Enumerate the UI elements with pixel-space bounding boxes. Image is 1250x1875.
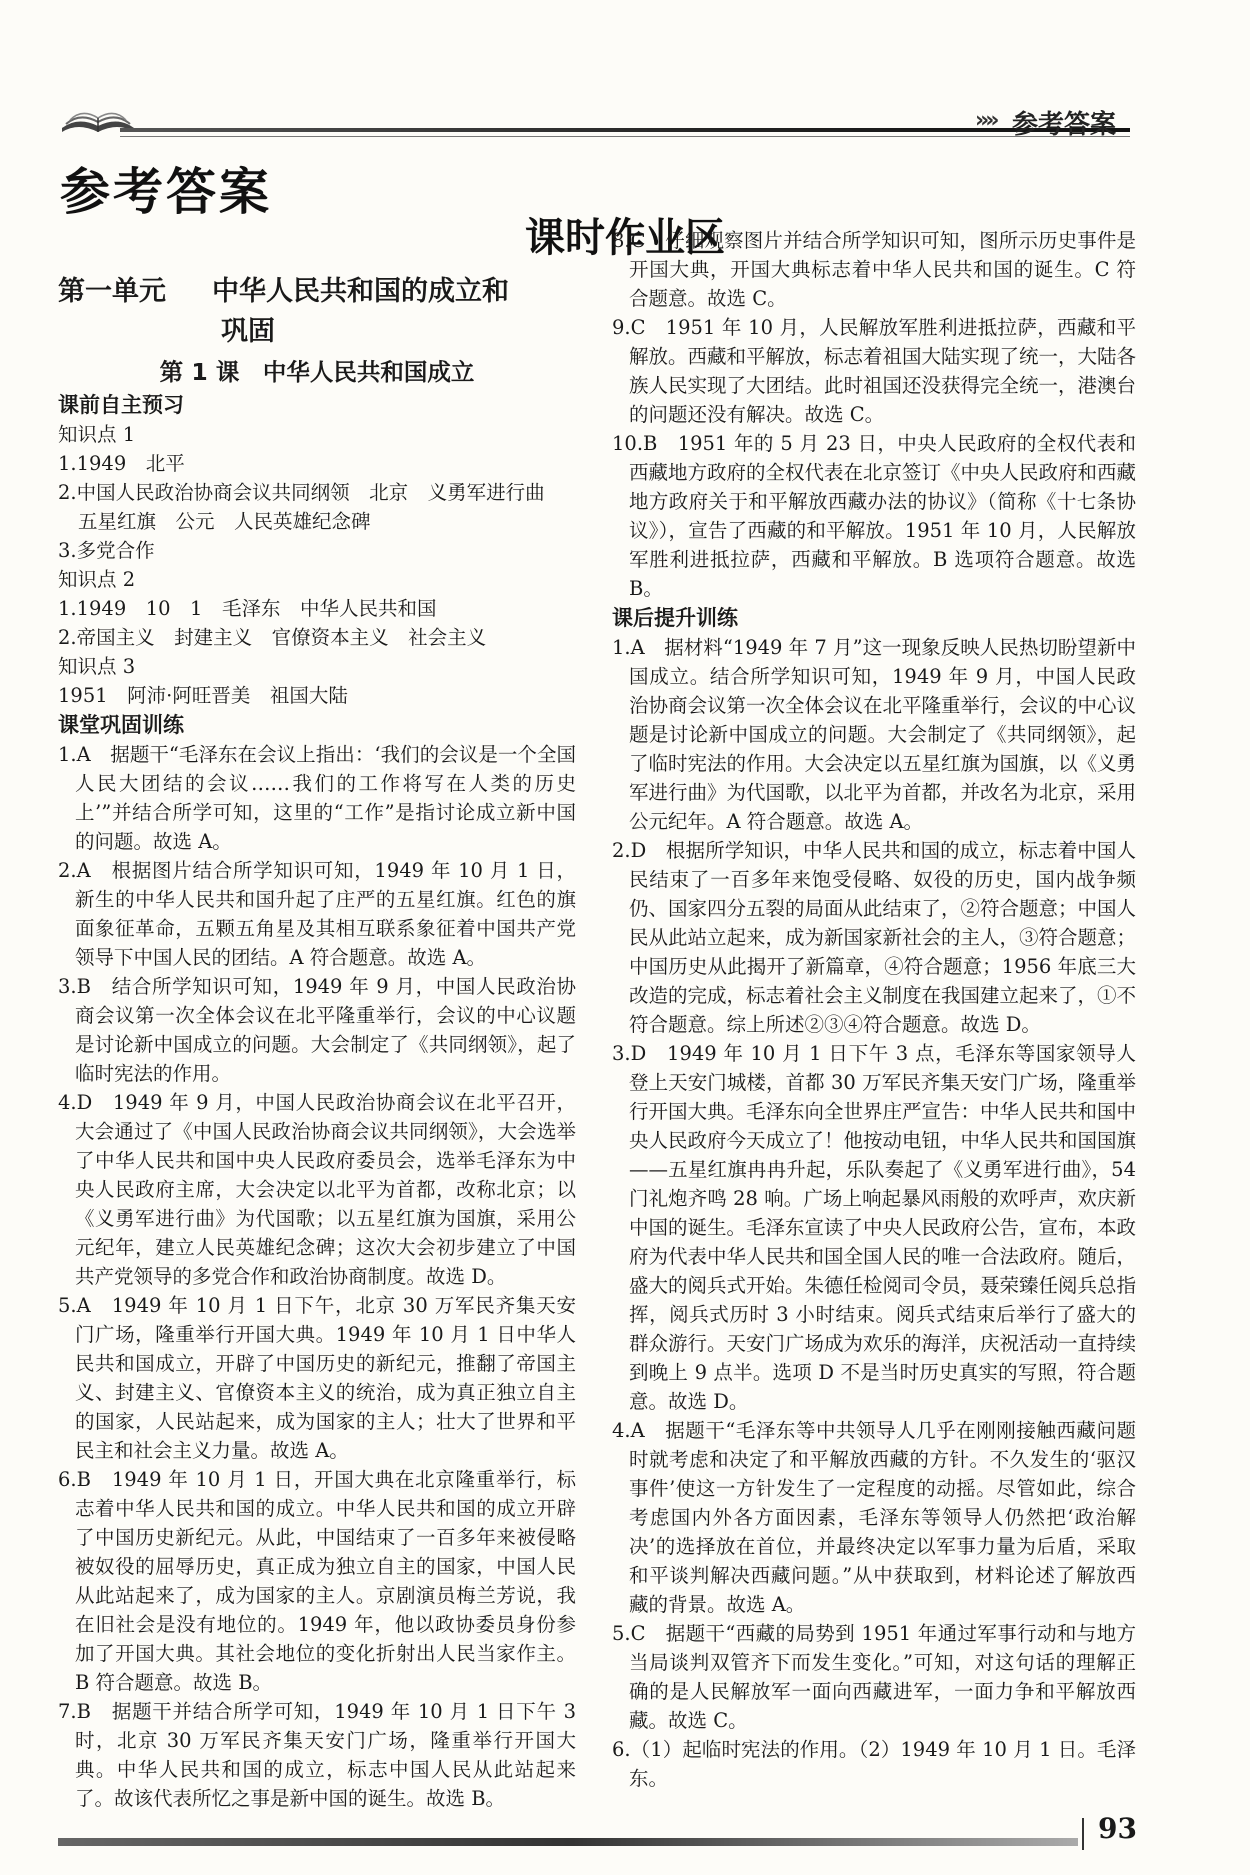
page-title: 参考答案 — [60, 163, 272, 221]
knowledge-point-2: 知识点 2 — [58, 568, 136, 591]
answer-line: 1.1949 10 1 毛泽东 中华人民共和国 — [58, 597, 437, 620]
unit-title — [58, 272, 576, 312]
answer-item: 1.A 据材料“1949 年 7 月”这一现象反映人民热切盼望新中国成立。结合所学知识可知，1949 年 9 月，中国人民政治协商会议第一次全体会议在北平隆重举行，会议的中心议题是讨论新中国成立的问题。大会制定了《共同纲领》，起了临时宪法的作用。大会决定以五星红旗为国旗，以《义勇军进行曲》为代国歌，以北平为首都，并改名为北京，采用公元纪年。A 符合题意。故选 A。 — [612, 636, 1137, 833]
unit-title-line2: 巩固 — [221, 316, 275, 347]
footer-rule — [58, 1838, 1078, 1846]
open-book-icon — [58, 98, 138, 140]
answer-line: 3.多党合作 — [58, 539, 155, 562]
header-rule-thin — [120, 136, 1130, 137]
section-title: 课时作业区 — [525, 215, 725, 261]
answer-item: 2.D 根据所学知识，中华人民共和国的成立，标志着中国人民结束了一百多年来饱受侵略、奴役的历史，国内战争频仍、国家四分五裂的局面从此结束了，②符合题意；中国人民从此站立起来，成为新国家新社会的主人，③符合题意；中国历史从此揭开了新篇章，④符合题意；1956 年底三大改造的完成，标志着社会主义制度在我国建立起来了，①不符合题意。综上所述②③④符合题意。故选 D。 — [612, 839, 1137, 1036]
unit-title-line1: 中华人民共和国的成立和 — [212, 276, 509, 307]
footer-divider — [1082, 1818, 1084, 1850]
answer-item: 3.D 1949 年 10 月 1 日下午 3 点，毛泽东等国家领导人登上天安门城楼，首都 30 万军民齐集天安门广场，隆重举行开国大典。毛泽东向全世界庄严宣告：中华人民共和国中央人民政府今天成立了！他按动电钮，中华人民共和国国旗——五星红旗冉冉升起，乐队奏起了《义勇军进行曲》，54 门礼炮齐鸣 28 响。广场上响起暴风雨般的欢呼声，欢庆新中国的诞生。毛泽东宣读了中央人民政府公告，宣布，本政府为代表中华人民共和国全国人民的唯一合法政府。随后，盛大的阅兵式开始。朱德任检阅司令员，聂荣臻任阅兵总指挥，阅兵式历时 3 小时结束。阅兵式结束后举行了盛大的群众游行。天安门广场成为欢乐的海洋，庆祝活动一直持续到晚上 9 点半。选项 D 不是当时历史真实的写照，符合题意。故选 D。 — [612, 1042, 1137, 1413]
knowledge-point-3: 知识点 3 — [58, 655, 136, 678]
answer-item: 8.C 仔细观察图片并结合所学知识可知，图所示历史事件是开国大典，开国大典标志着中华人民共和国的诞生。C 符合题意。故选 C。 — [612, 229, 1136, 310]
answer-item: 2.A 根据图片结合所学知识可知，1949 年 10 月 1 日，新生的中华人民共和国升起了庄严的五星红旗。红色的旗面象征革命，五颗五角星及其相互联系象征着中国共产党领导下中国人民的团结。A 符合题意。故选 A。 — [58, 859, 576, 969]
class-practice-heading: 课堂巩固训练 — [58, 713, 184, 737]
answer-item: 6.B 1949 年 10 月 1 日，开国大典在北京隆重举行，标志着中华人民共和国的成立。中华人民共和国的成立开辟了中国历史新纪元。从此，中国结束了一百多年来被侵略被奴役的屈辱历史，真正成为独立自主的国家，中国人民从此站起来了，成为国家的主人。京剧演员梅兰芳说，我在旧社会是没有地位的。1949 年，他以政协委员身份参加了开国大典。其社会地位的变化折射出人民当家作主。B 符合题意。故选 B。 — [58, 1468, 576, 1694]
answer-item: 7.B 据题干并结合所学可知，1949 年 10 月 1 日下午 3 时，北京 30 万军民齐集天安门广场，隆重举行开国大典。中华人民共和国的成立，标志中国人民从此站起来了。故该代表所忆之事是新中国的诞生。故选 B。 — [58, 1700, 576, 1810]
answer-line: 五星红旗 公元 人民英雄纪念碑 — [78, 510, 371, 533]
chevron-icon: »» — [975, 108, 996, 133]
answer-line: 1.1949 北平 — [58, 452, 185, 475]
answer-item: 10.B 1951 年的 5 月 23 日，中央人民政府的全权代表和西藏地方政府的全权代表在北京签订《中央人民政府和西藏地方政府关于和平解放西藏办法的协议》（简称《十七条协议》），宣告了西藏的和平解放。1951 年 10 月，人民解放军胜利进抵拉萨，西藏和平解放。B 选项符合题意。故选 B。 — [612, 432, 1137, 600]
page-number: 93 — [1098, 1812, 1137, 1845]
answer-item: 9.C 1951 年 10 月，人民解放军胜利进抵拉萨，西藏和平解放。西藏和平解放，标志着祖国大陆实现了统一，大陆各族人民实现了大团结。此时祖国还没获得完全统一，港澳台的问题还没有解决。故选 C。 — [612, 316, 1137, 426]
answer-line: 2.帝国主义 封建主义 官僚资本主义 社会主义 — [58, 626, 487, 649]
after-class-heading: 课后提升训练 — [612, 606, 738, 630]
header-tag: 参考答案 — [1012, 110, 1117, 140]
right-column — [612, 226, 1136, 1793]
unit-number: 第一单元 — [58, 276, 166, 307]
pre-study-heading: 课前自主预习 — [58, 393, 184, 417]
answer-item: 1.A 据题干“毛泽东在会议上指出：‘我们的会议是一个全国人民大团结的会议……我们的工作将写在人类的历史上’”并结合所学可知，这里的“工作”是指讨论成立新中国的问题。故选 A。 — [58, 743, 576, 853]
left-column — [58, 272, 576, 1813]
answer-line: 1951 阿沛·阿旺晋美 祖国大陆 — [58, 684, 348, 707]
answer-item: 5.A 1949 年 10 月 1 日下午，北京 30 万军民齐集天安门广场，隆重举行开国大典。1949 年 10 月 1 日中华人民共和国成立，开辟了中国历史的新纪元，推翻了帝国主义、封建主义、官僚资本主义的统治，成为真正独立自主的国家，人民站起来，成为国家的主人；壮大了世界和平民主和社会主义力量。故选 A。 — [58, 1294, 576, 1462]
knowledge-point-1: 知识点 1 — [58, 423, 136, 446]
answer-item: 6.（1）起临时宪法的作用。（2）1949 年 10 月 1 日。毛泽东。 — [612, 1738, 1136, 1790]
lesson-title: 第 1 课 中华人民共和国成立 — [159, 358, 475, 386]
answer-line: 2.中国人民政治协商会议共同纲领 北京 义勇军进行曲 — [58, 481, 545, 504]
answer-item: 4.D 1949 年 9 月，中国人民政治协商会议在北平召开，大会通过了《中国人民政治协商会议共同纲领》，大会选举了中华人民共和国中央人民政府委员会，选举毛泽东为中央人民政府主席，大会决定以北平为首都，改称北京；以《义勇军进行曲》为代国歌；以五星红旗为国旗，采用公元纪年，建立人民英雄纪念碑；这次大会初步建立了中国共产党领导的多党合作和政治协商制度。故选 D。 — [58, 1091, 576, 1288]
answer-item: 5.C 据题干“西藏的局势到 1951 年通过军事行动和与地方当局谈判双管齐下而发生变化。”可知，对这句话的理解正确的是人民解放军一面向西藏进军，一面力争和平解放西藏。故选 C。 — [612, 1622, 1136, 1732]
answer-item: 4.A 据题干“毛泽东等中共领导人几乎在刚刚接触西藏问题时就考虑和决定了和平解放西藏的方针。不久发生的‘驱汉事件’使这一方针发生了一定程度的动摇。尽管如此，综合考虑国内外各方面因素，毛泽东等领导人仍然把‘政治解决’的选择放在首位，并最终决定以军事力量为后盾，采取和平谈判解决西藏问题。”从中获取到，材料论述了解放西藏的背景。故选 A。 — [612, 1419, 1136, 1616]
answer-item: 3.B 结合所学知识可知，1949 年 9 月，中国人民政治协商会议第一次全体会议在北平隆重举行，会议的中心议题是讨论新中国成立的问题。大会制定了《共同纲领》，起了临时宪法的作用。 — [58, 975, 576, 1085]
